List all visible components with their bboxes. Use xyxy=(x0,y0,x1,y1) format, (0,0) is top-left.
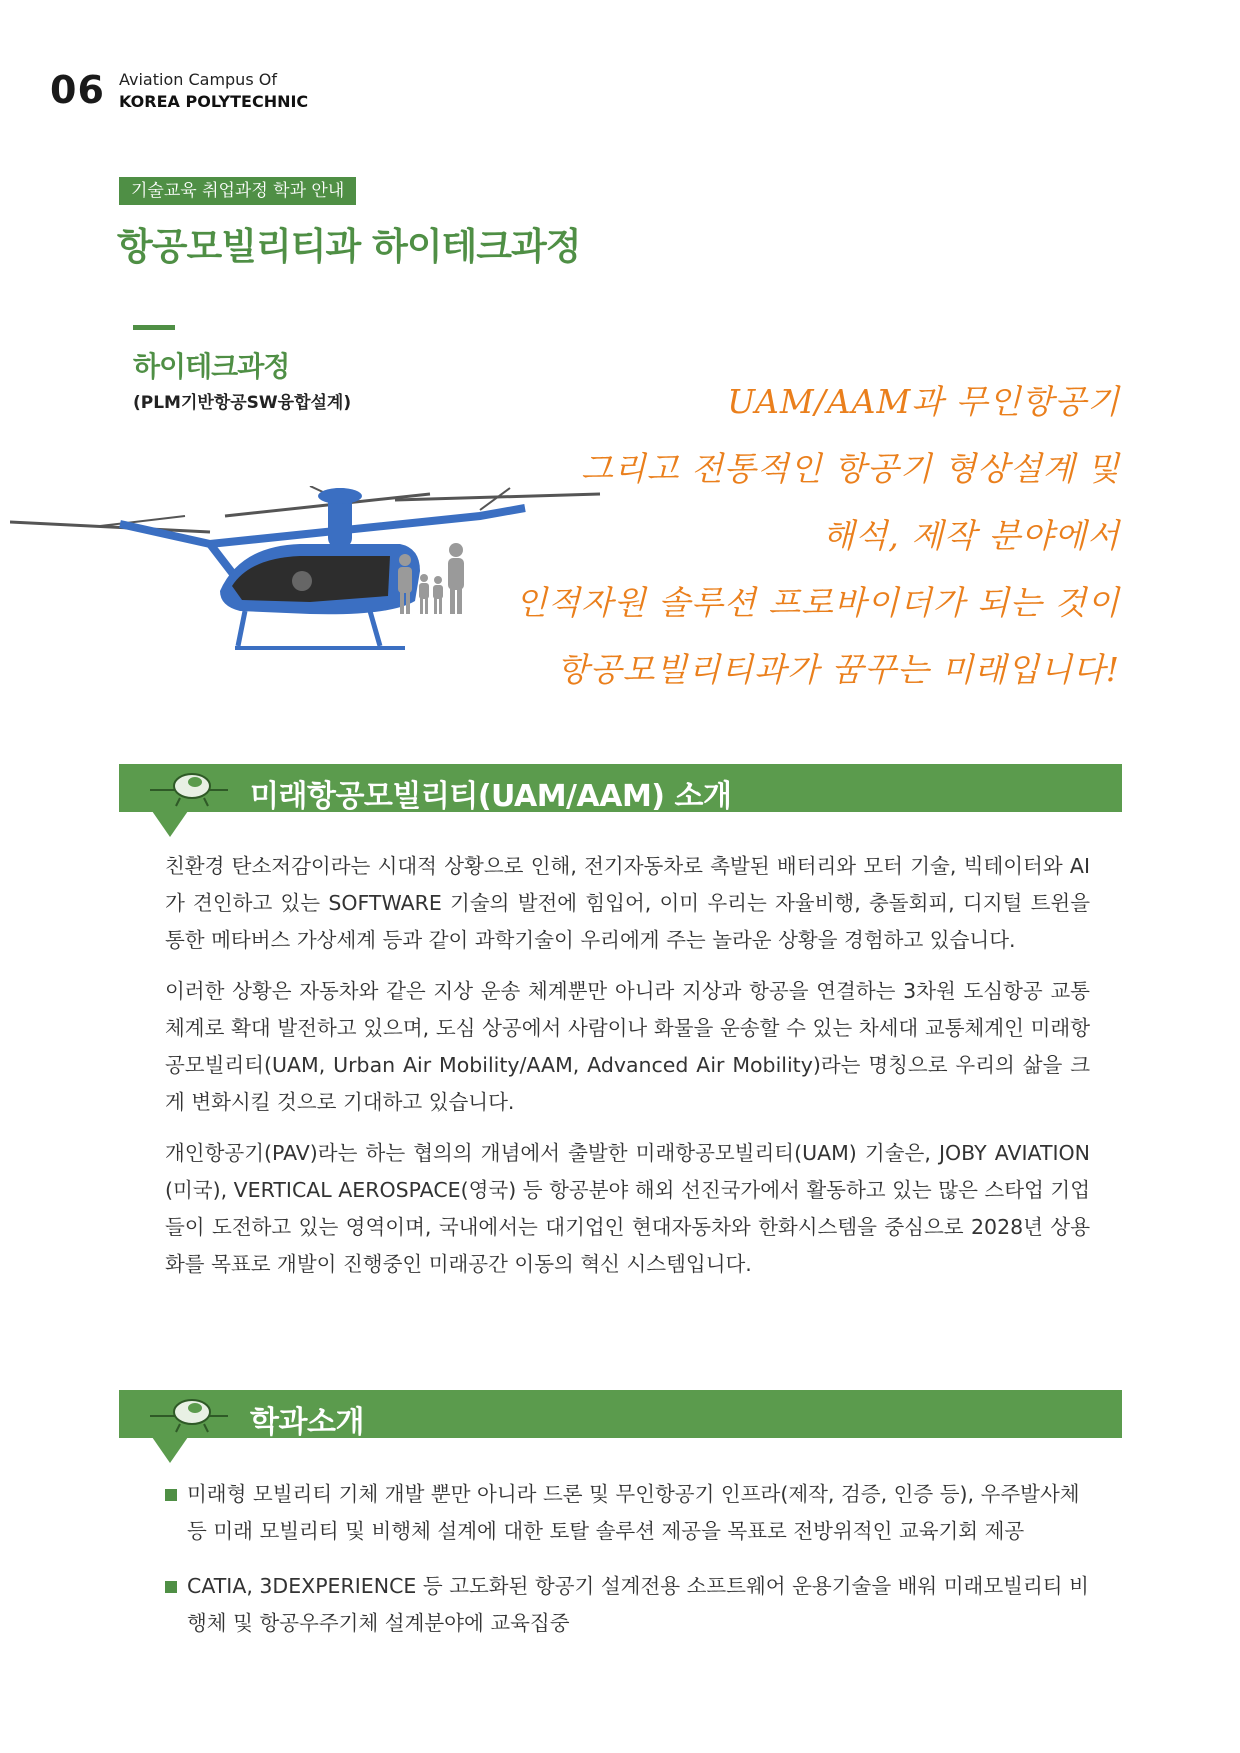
list-item-text: CATIA, 3DEXPERIENCE 등 고도화된 항공기 설계전용 소프트웨어 운용기술을 배워 미래모빌리티 비행체 및 항공우주기체 설계분야에 교육집중 xyxy=(187,1574,1089,1635)
bullet-list xyxy=(165,1476,1090,1660)
section-title: 미래항공모빌리티(UAM/AAM) 소개 xyxy=(250,779,732,814)
page-title: 항공모빌리티과 하이테크과정 xyxy=(117,225,581,268)
section-title: 학과소개 xyxy=(250,1405,364,1440)
slogan-line: 그리고 전통적인 항공기 형상설계 및 xyxy=(580,449,1120,488)
section-header-notch xyxy=(152,811,188,837)
slogan-line: 인적자원 솔루션 프로바이더가 되는 것이 xyxy=(515,583,1120,622)
campus-name-line2: KOREA POLYTECHNIC xyxy=(119,92,309,111)
paragraph: 개인항공기(PAV)라는 하는 협의의 개념에서 출발한 미래항공모빌리티(UAM) 기술은, JOBY AVIATION (미국), VERTICAL AEROSPACE(영국) 등 항공분야 해외 선진국가에서 활동하고 있는 많은 스타업 기업들이 도전하고 있는 영역이며, 국내에서는 대기업인 현대자동차와 한화시스템을 중심으로 2028년 상용화를 목표로 개발이 진행중인 미래공간 이동의 혁신 시스템입니다. xyxy=(165,1141,1090,1276)
slogan-line: 항공모빌리티과가 꿈꾸는 미래입니다! xyxy=(556,650,1120,689)
section-body xyxy=(165,848,1090,1297)
list-item-text: 미래형 모빌리티 기체 개발 뿐만 아니라 드론 및 무인항공기 인프라(제작, 검증, 인증 등), 우주발사체 등 미래 모빌리티 및 비행체 설계에 대한 토탈 솔루션 제공을 목표로 전방위적인 교육기회 제공 xyxy=(187,1482,1080,1543)
category-badge: 기술교육 취업과정 학과 안내 xyxy=(119,177,356,205)
page-number: 06 xyxy=(50,68,105,112)
subsection-title: 하이테크과정 xyxy=(133,350,290,383)
uam-aircraft-illustration xyxy=(10,486,610,686)
slogan-line: 해석, 제작 분야에서 xyxy=(822,516,1120,555)
bullet-square-icon xyxy=(165,1489,177,1501)
uam-vehicle-icon xyxy=(140,764,240,812)
slogan-line: UAM/AAM과 무인항공기 xyxy=(727,382,1120,421)
list-item xyxy=(165,1476,1090,1550)
paragraph: 이러한 상황은 자동차와 같은 지상 운송 체계뿐만 아니라 지상과 항공을 연결하는 3차원 도심항공 교통 체계로 확대 발전하고 있으며, 도심 상공에서 사람이나 화물을 운송할 수 있는 차세대 교통체계인 미래항공모빌리티(UAM, Urban Air Mobility/AAM, Advanced Air Mobility)라는 명칭으로 우리의 삶을 크게 변화시킬 것으로 기대하고 있습니다. xyxy=(165,979,1090,1114)
subsection-accent-bar xyxy=(133,325,175,330)
paragraph: 친환경 탄소저감이라는 시대적 상황으로 인해, 전기자동차로 촉발된 배터리와 모터 기술, 빅테이터와 AI가 견인하고 있는 SOFTWARE 기술의 발전에 힘입어, 이미 우리는 자율비행, 충돌회피, 디지털 트윈을 통한 메타버스 가상세계 등과 같이 과학기술이 우리에게 주는 놀라운 상황을 경험하고 있습니다. xyxy=(165,854,1091,952)
section-header-notch xyxy=(152,1437,188,1463)
subsection-subtitle: (PLM기반항공SW융합설계) xyxy=(133,393,352,413)
uam-vehicle-icon xyxy=(140,1390,240,1438)
bullet-square-icon xyxy=(165,1581,177,1593)
list-item xyxy=(165,1568,1090,1642)
campus-name-line1: Aviation Campus Of xyxy=(119,70,277,89)
